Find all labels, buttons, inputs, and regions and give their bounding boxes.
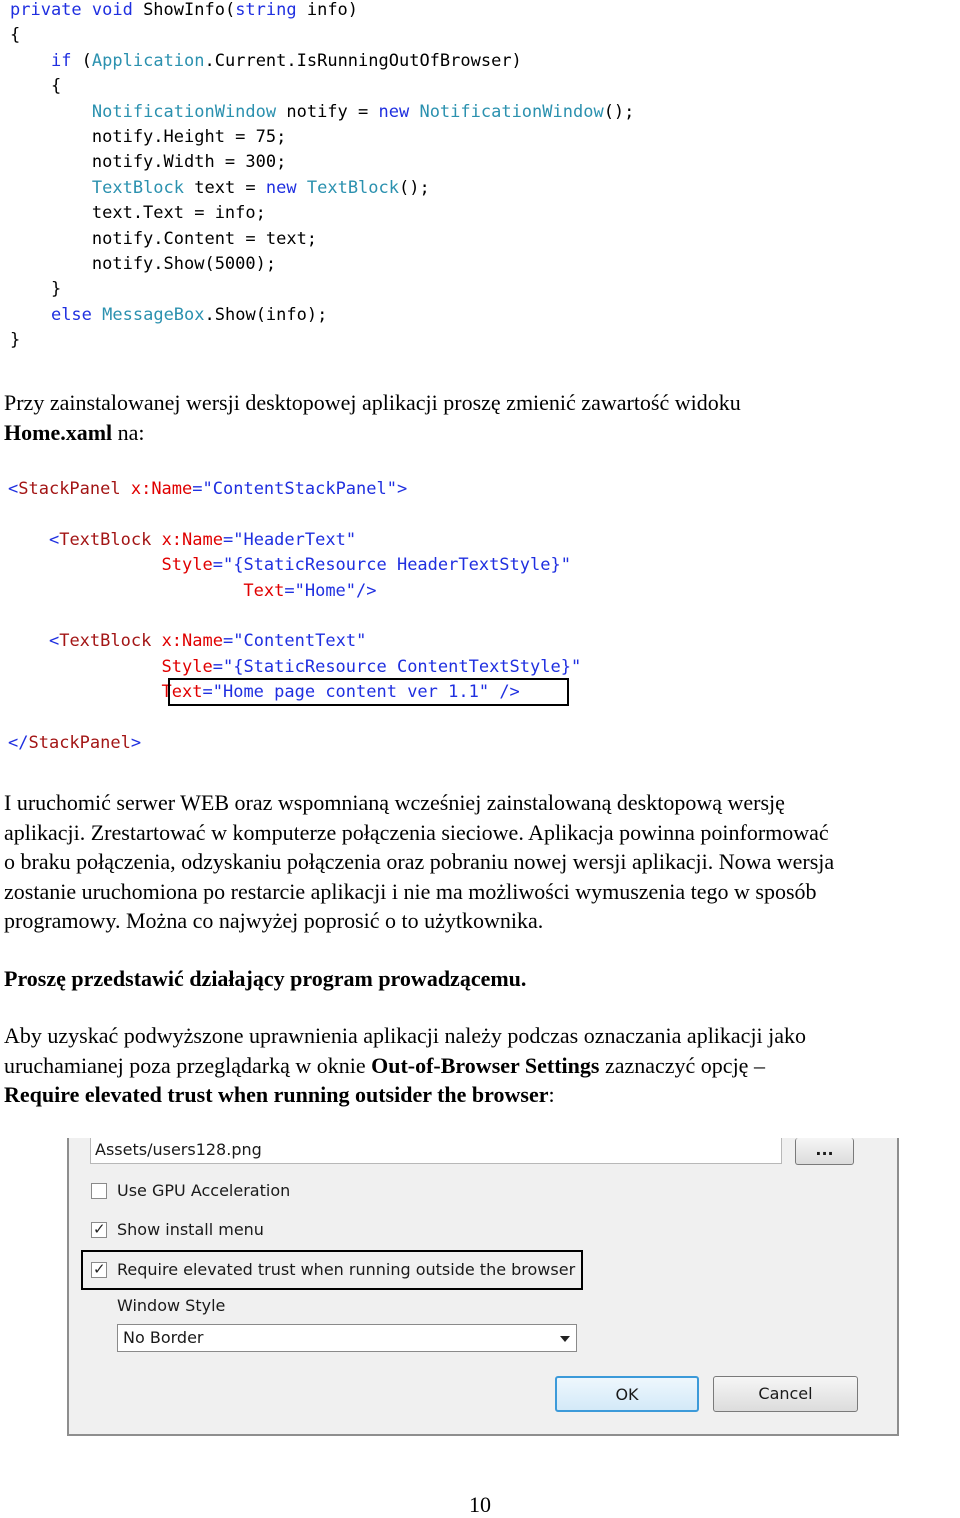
show-install-menu-label: Show install menu	[117, 1220, 264, 1239]
code-line	[10, 201, 634, 226]
code-line	[8, 528, 581, 553]
code-token: (	[71, 50, 92, 71]
paragraph-intro-suffix: na:	[112, 419, 145, 445]
code-token: StackPanel	[28, 733, 131, 754]
code-token: text =	[184, 177, 266, 198]
code-token: x:Name	[151, 631, 223, 652]
code-token: Text	[243, 580, 285, 601]
task-statement: Proszę przedstawić działający program prowadzącemu.	[4, 966, 527, 991]
code-token	[92, 305, 102, 325]
code-token: " />	[478, 682, 520, 703]
code-token: new	[378, 101, 410, 122]
code-token: Home page content ver 1.1	[222, 682, 479, 703]
code-token: ShowInfo(	[143, 0, 236, 20]
browse-button-label: ...	[815, 1140, 834, 1159]
paragraph-intro-line1: Przy zainstalowanej wersji desktopowej aplikacji proszę zmienić zawartość widoku	[4, 390, 741, 415]
colon: :	[548, 1082, 555, 1107]
code-token: TextBlock	[59, 529, 152, 550]
code-token	[8, 682, 162, 702]
code-token: .Show(info);	[204, 304, 328, 325]
paragraph-line: o braku połączenia, odzyskaniu połączenia oraz pobraniu nowej wersji aplikacji. Nowa wersja	[4, 849, 835, 874]
code-token: else	[50, 304, 92, 325]
code-token: {	[10, 76, 62, 97]
paragraph-line: programowy. Można co najwyżej poprosić o to użytkownika.	[4, 908, 544, 933]
code-token: notify.Show(5000);	[10, 254, 277, 275]
code-token	[8, 581, 243, 601]
code-token: ="	[192, 479, 213, 499]
code-block-csharp	[10, 0, 634, 354]
code-token	[8, 530, 49, 550]
gpu-acceleration-checkbox[interactable]	[91, 1183, 107, 1199]
code-token	[10, 51, 51, 71]
code-token: }	[10, 330, 21, 351]
code-token: ">	[386, 479, 408, 499]
paragraph-instructions	[4, 788, 960, 936]
code-line	[8, 553, 581, 578]
code-token: </	[8, 733, 29, 754]
code-token: ="	[222, 631, 244, 652]
code-token: ContentStackPanel	[212, 479, 387, 499]
code-token: notify.Content = text;	[10, 228, 318, 249]
code-token: {StaticResource HeaderTextStyle}	[233, 555, 561, 576]
code-token: x:Name	[151, 529, 223, 550]
page-number: 10	[469, 1492, 491, 1517]
code-token: TextBlock	[306, 177, 399, 198]
code-token: HeaderText	[243, 529, 346, 550]
code-token: new	[265, 177, 297, 198]
code-token: "	[570, 656, 582, 677]
dropdown-arrow-icon	[560, 1336, 570, 1342]
code-token: private void	[10, 0, 144, 20]
option-name: Require elevated trust when running outsider the browser	[4, 1082, 549, 1107]
code-token: Home	[304, 580, 346, 601]
code-line	[10, 74, 634, 99]
code-token	[8, 631, 49, 651]
code-token: info)	[296, 0, 359, 20]
check-icon: ✓	[93, 1220, 106, 1238]
paragraph-line-prefix: uruchamianej poza przeglądarką w oknie	[4, 1052, 372, 1078]
window-name: Out-of-Browser Settings	[371, 1052, 600, 1078]
browse-button[interactable]	[795, 1138, 854, 1165]
code-line	[10, 0, 634, 23]
code-token: Style	[161, 656, 213, 677]
code-token: ="	[202, 682, 223, 703]
paragraph-line: I uruchomić serwer WEB oraz wspomnianą wcześniej zainstalowaną desktopową wersję	[4, 790, 785, 815]
code-token: <	[48, 529, 60, 550]
cancel-button[interactable]	[713, 1376, 858, 1412]
code-token: ="	[222, 529, 244, 550]
code-line	[10, 328, 634, 353]
window-style-value: No Border	[123, 1328, 204, 1347]
elevated-trust-label: Require elevated trust when running outside the browser	[117, 1260, 576, 1279]
code-token: MessageBox	[102, 304, 205, 325]
code-token: <	[8, 479, 19, 499]
code-line	[10, 227, 634, 252]
code-token: }	[10, 279, 62, 300]
highlight-box	[168, 678, 569, 706]
code-line	[10, 176, 634, 201]
code-token: ContentText	[243, 631, 357, 652]
code-line	[8, 655, 581, 680]
code-token: {	[10, 25, 21, 46]
ok-button[interactable]	[555, 1376, 699, 1412]
check-icon: ✓	[93, 1260, 106, 1278]
code-token: NotificationWindow	[91, 101, 277, 122]
code-token: string	[235, 0, 297, 20]
code-token: .Current.IsRunningOutOfBrowser)	[204, 50, 522, 71]
paragraph-line: Aby uzyskać podwyższone uprawnienia aplikacji należy podczas oznaczania aplikacji jako	[4, 1023, 807, 1048]
code-token: ();	[399, 177, 430, 198]
ok-button-label: OK	[615, 1385, 639, 1404]
code-token: TextBlock	[59, 631, 152, 652]
code-line	[8, 629, 581, 654]
code-token: text.Text = info;	[10, 203, 266, 224]
code-token: StackPanel	[18, 479, 121, 499]
elevated-trust-checkbox[interactable]	[91, 1262, 107, 1278]
code-line	[10, 303, 634, 328]
code-token: Application	[91, 50, 205, 71]
code-block-xaml	[8, 477, 581, 756]
file-name-home-xaml: Home.xaml	[4, 419, 113, 445]
paragraph-task	[4, 964, 954, 994]
code-line	[10, 150, 634, 175]
paragraph-line-suffix: zaznaczyć opcję –	[599, 1052, 765, 1078]
code-token: "	[560, 555, 571, 576]
code-token: ();	[603, 101, 635, 122]
icon-path-field[interactable]	[90, 1138, 782, 1164]
code-token: NotificationWindow	[419, 101, 604, 122]
code-line	[10, 125, 634, 150]
code-token	[8, 555, 162, 575]
code-line	[8, 579, 581, 604]
paragraph-elevated-trust	[4, 1021, 960, 1110]
gpu-acceleration-label: Use GPU Acceleration	[117, 1181, 291, 1200]
code-token: ="	[284, 580, 305, 601]
code-token: "	[345, 529, 357, 550]
code-token: notify =	[276, 101, 379, 122]
code-line	[10, 252, 634, 277]
code-token	[10, 102, 92, 122]
code-token: {StaticResource ContentTextStyle}	[233, 656, 571, 677]
cancel-button-label: Cancel	[758, 1384, 813, 1403]
code-token: Text	[161, 682, 203, 703]
code-line	[10, 277, 634, 302]
out-of-browser-settings-dialog	[67, 1138, 899, 1436]
code-token: if	[50, 50, 72, 71]
icon-path-value: Assets/users128.png	[95, 1140, 262, 1159]
paragraph-intro	[4, 388, 954, 447]
code-token: Style	[161, 555, 213, 576]
code-line	[10, 100, 634, 125]
code-token	[297, 178, 307, 198]
code-line	[8, 477, 581, 502]
show-install-menu-checkbox[interactable]	[91, 1222, 107, 1238]
code-token: <	[48, 631, 60, 652]
paragraph-line: zostanie uruchomiona po restarcie aplikacji i nie ma możliwości wymuszenia tego w sposób	[4, 878, 817, 904]
code-line	[8, 604, 581, 629]
code-token: "/>	[345, 580, 377, 601]
code-token: x:Name	[120, 479, 193, 499]
code-token	[10, 305, 51, 325]
code-line	[10, 23, 634, 48]
code-token: notify.Width = 300;	[10, 152, 287, 173]
window-style-select[interactable]	[117, 1324, 577, 1352]
code-token	[409, 102, 419, 122]
code-token: >	[130, 733, 142, 754]
code-line	[8, 706, 581, 731]
code-token: TextBlock	[91, 177, 185, 198]
code-token	[10, 178, 92, 198]
window-style-label: Window Style	[117, 1296, 226, 1315]
code-token: ="	[212, 656, 234, 677]
code-line	[8, 731, 581, 756]
code-line	[8, 502, 581, 527]
code-token: notify.Height = 75;	[10, 127, 287, 148]
paragraph-line: aplikacji. Zrestartować w komputerze połączenia sieciowe. Aplikacja powinna poinformować	[4, 819, 829, 845]
code-line	[10, 49, 634, 74]
code-token: "	[356, 631, 367, 652]
code-token	[8, 657, 162, 677]
code-token: ="	[212, 555, 234, 576]
